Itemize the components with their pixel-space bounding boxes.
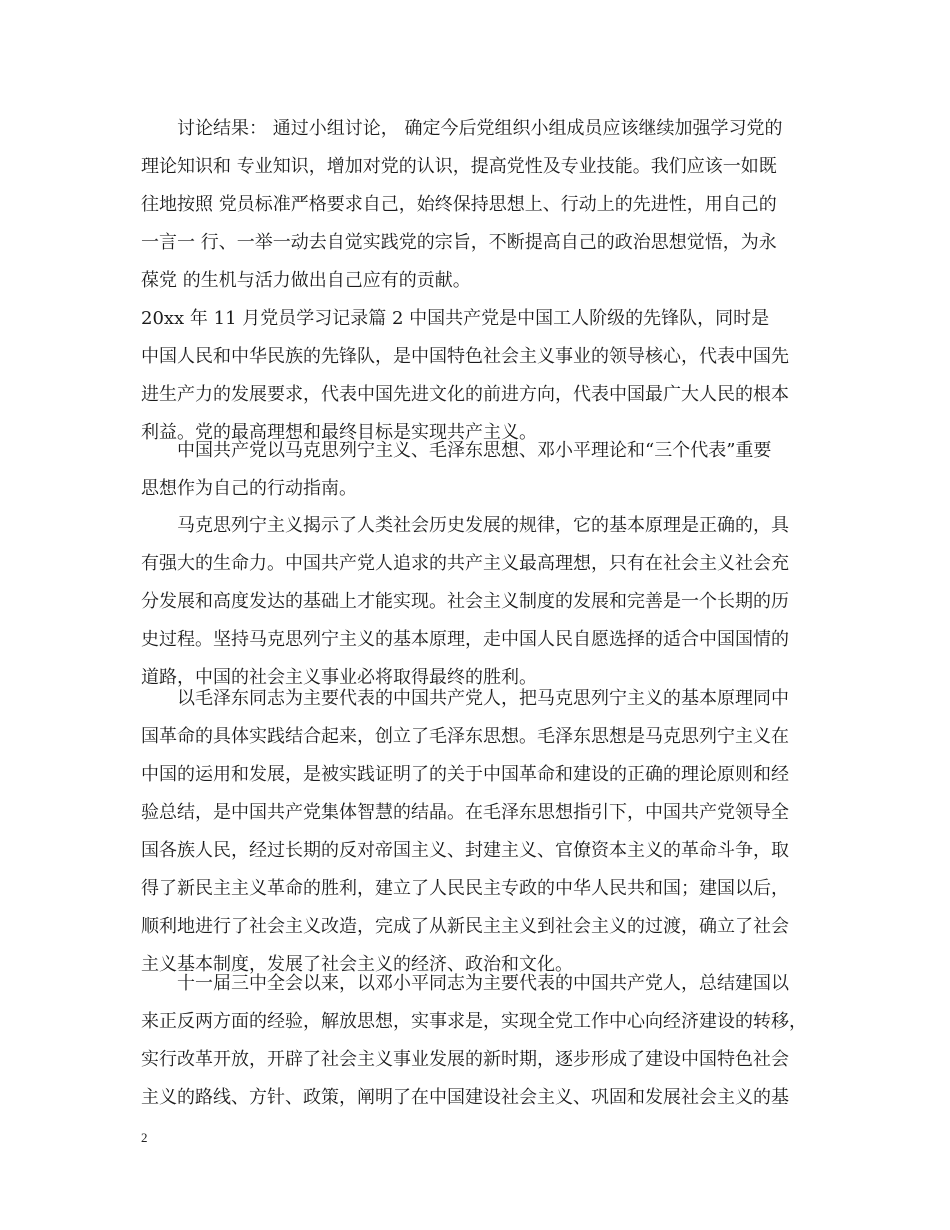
text-line: 验总结，是中国共产党集体智慧的结晶。在毛泽东思想指引下，中国共产党领导全 bbox=[141, 802, 789, 823]
text-line: 中国共产党以马克思列宁主义、毛泽东思想、邓小平理论和“三个代表”重要 bbox=[177, 440, 772, 461]
text-line: 分发展和高度发达的基础上才能实现。社会主义制度的发展和完善是一个长期的历 bbox=[141, 591, 789, 612]
text-line: 以毛泽东同志为主要代表的中国共产党人，把马克思列宁主义的基本原理同中 bbox=[177, 688, 789, 709]
paragraph-discussion-result bbox=[141, 110, 811, 300]
text-line: 思想作为自己的行动指南。 bbox=[141, 478, 357, 499]
text-line: 史过程。坚持马克思列宁主义的基本原理，走中国人民自愿选择的适合中国国情的 bbox=[141, 629, 789, 650]
paragraph-record-heading bbox=[141, 300, 811, 452]
text-line: 中国的运用和发展，是被实践证明了的关于中国革命和建设的正确的理论原则和经 bbox=[141, 764, 789, 785]
text-line: 道路，中国的社会主义事业必将取得最终的胜利。 bbox=[141, 667, 537, 688]
page-number: 2 bbox=[141, 1130, 148, 1145]
paragraph-marxism bbox=[141, 507, 811, 697]
text-line: 马克思列宁主义揭示了人类社会历史发展的规律，它的基本原理是正确的，具 bbox=[177, 515, 789, 536]
text-line: 一言一 行、一举一动去自觉实践党的宗旨，不断提高自己的政治思想觉悟，为永 bbox=[141, 232, 777, 253]
paragraph-guiding-thought bbox=[141, 432, 811, 508]
text-line: 主义的路线、方针、政策，阐明了在中国建设社会主义、巩固和发展社会主义的基 bbox=[141, 1087, 789, 1108]
text-line: 理论知识和 专业知识，增加对党的认识，提高党性及专业技能。我们应该一如既 bbox=[141, 156, 777, 177]
text-line: 讨论结果： 通过小组讨论， 确定今后党组织小组成员应该继续加强学习党的 bbox=[177, 118, 783, 139]
text-line: 来正反两方面的经验，解放思想，实事求是，实现全党工作中心向经济建设的转移， bbox=[141, 1011, 807, 1032]
text-line: 国各族人民，经过长期的反对帝国主义、封建主义、官僚资本主义的革命斗争，取 bbox=[141, 840, 789, 861]
text-line: 中国人民和中华民族的先锋队，是中国特色社会主义事业的领导核心，代表中国先 bbox=[141, 346, 789, 367]
text-line: 国革命的具体实践结合起来，创立了毛泽东思想。毛泽东思想是马克思列宁主义在 bbox=[141, 726, 789, 747]
text-line: 葆党 的生机与活力做出自己应有的贡献。 bbox=[141, 270, 471, 291]
paragraph-mao-thought bbox=[141, 680, 811, 984]
text-line: 顺利地进行了社会主义改造，完成了从新民主主义到社会主义的过渡，确立了社会 bbox=[141, 916, 789, 937]
text-line: 得了新民主主义革命的胜利，建立了人民民主专政的中华人民共和国；建国以后， bbox=[141, 878, 789, 899]
text-line: 有强大的生命力。中国共产党人追求的共产主义最高理想，只有在社会主义社会充 bbox=[141, 553, 789, 574]
text-line: 进生产力的发展要求，代表中国先进文化的前进方向，代表中国最广大人民的根本 bbox=[141, 384, 789, 405]
paragraph-deng-theory bbox=[141, 965, 811, 1117]
text-line: 利益。党的最高理想和最终目标是实现共产主义。 bbox=[141, 422, 537, 443]
text-line: 20xx 年 11 月党员学习记录篇 2 中国共产党是中国工人阶级的先锋队，同时是 bbox=[141, 308, 770, 329]
text-line: 十一届三中全会以来，以邓小平同志为主要代表的中国共产党人，总结建国以 bbox=[177, 973, 789, 994]
text-line: 实行改革开放，开辟了社会主义事业发展的新时期，逐步形成了建设中国特色社会 bbox=[141, 1049, 789, 1070]
text-line: 主义基本制度，发展了社会主义的经济、政治和文化。 bbox=[141, 954, 573, 975]
text-line: 往地按照 党员标准严格要求自己，始终保持思想上、行动上的先进性，用自己的 bbox=[141, 194, 777, 215]
